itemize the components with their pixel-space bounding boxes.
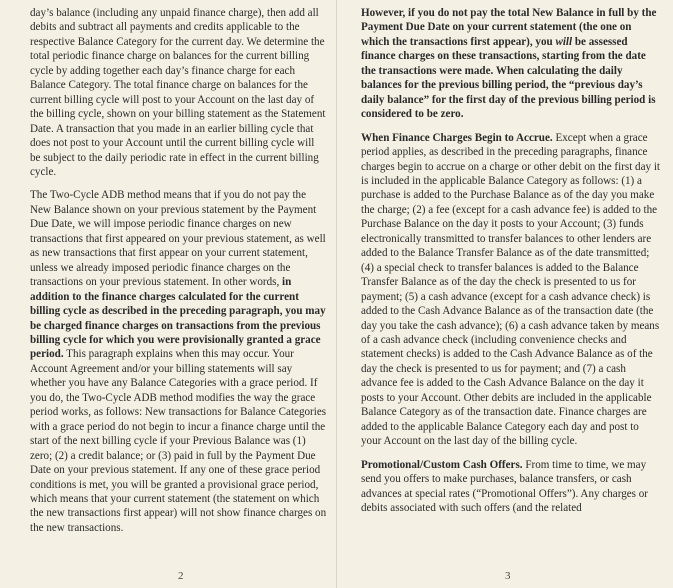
section-heading: Promotional/Custom Cash Offers.: [361, 458, 523, 471]
bold-emphasis: in addition to the finance charges calculated for the current billing cycle as described in the preceding paragraph, you may be charged finance charges on transactions from the previous billing cycle for which you were provisionally granted a grace period.: [30, 276, 326, 361]
paragraph-text: From time to time, we may send you offers to make purchases, balance transfers, or cash advances at special rates (“Promotional Offers”). Any charges or debits associated with such offers (and the related: [361, 458, 648, 514]
paragraph-two-cycle-adb: [30, 188, 327, 535]
page-number: 3: [505, 570, 511, 582]
paragraph-text: This paragraph explains when this may occur. Your Account Agreement and/or your billing statements will say whether you have any Balance Categories with a grace period. If you do, the Two-Cycle ADB method modifies the way the grace period works, as follows: New transactions for Balance Categories with a grace period do not begin to incur a finance charge until the start of the next billing cycle if your Previous Balance was (1) zero; (2) a credit balance; or (3) paid in full by the Payment Due Date on your previous statement. If any one of these grace period conditions is met, you will be granted a provisional grace period, which means that your current statement (the statement on which the new transactions first appear) will not show finance charges on the new transactions.: [30, 348, 327, 534]
paragraph-text: be assessed finance charges on these transactions, starting from the date the transactions were made. When calculating the daily balances for the previous billing period, the “previous day’s daily balance” for the first day of the previous billing period is considered to be zero.: [361, 35, 656, 121]
paragraph-finance-charges-accrue: [361, 131, 661, 449]
right-page: [337, 0, 673, 588]
paragraph-daily-balance: [30, 6, 327, 179]
paragraph-text: However, if you do not pay the total New Balance in full by the Payment Due Date on your current statement (the one on which the transactions first appear), you: [361, 7, 657, 48]
paragraph-text: The Two-Cycle ADB method means that if you do not pay the New Balance shown on your previous statement by the Payment Due Date, we will impose periodic finance charges on new transactions that first appeared on your previous statement, as well as new transactions that first appear on your current statement, unless we already imposed periodic finance charges on the transactions on your previous statement. In other words,: [30, 189, 326, 289]
paragraph-text: day’s balance (including any unpaid finance charge), then add all debits and subtract all payments and credits applicable to the respective Balance Category for the current day. We determine the total periodic finance charge on balances for the current billing cycle by adding together each day’s finance charge for each Balance Category. The total finance charge on balances for the current billing cycle will post to your Account on the last day of the billing cycle, shown on your billing statement as the Statement Date. A transaction that you made in an earlier billing cycle that does not post to your Account until the current billing cycle will be subject to the daily periodic rate in effect in the current billing cycle.: [30, 7, 326, 178]
paragraph-text: Except when a grace period applies, as described in the preceding paragraphs, finance charges begin to accrue on a charge or other debit on the first day it is included in the applicable Balance Category as follows: (1) a purchase is added to the Purchase Balance as of the day you make the charge; (2) a fee (except for a cash advance fee) is added to the Purchase Balance on the day it posts to your Account; (3) funds electronically transmitted to transfer balances to other lenders are added to the Balance Transfer Balance as of the date transmitted; (4) a special check to transfer balances is added to the Balance Transfer Balance as of the day the check is presented to us for payment; (5) a cash advance (except for a cash advance check) is added to the Cash Advance Balance as of the transaction date (the day you take the cash advance); (6) a cash advance taken by means of a cash advance check (including convenience checks and statement checks) is added to the Cash Advance Balance as of the day the check is presented to us for payment; and (7) a cash advance fee is added to the Cash Advance Balance on the day it posts to your Account. Other debits are included in the applicable Balance Category as of the transaction date. Finance charges are added to the applicable Balance Category each day and post to your Account on the last day of the billing cycle.: [361, 131, 661, 448]
italic-emphasis: will: [555, 35, 573, 48]
page-number: 2: [178, 570, 184, 582]
section-heading: When Finance Charges Begin to Accrue.: [361, 131, 553, 144]
paragraph-promotional-offers: [361, 458, 661, 516]
paragraph-however-notice: [361, 6, 661, 122]
